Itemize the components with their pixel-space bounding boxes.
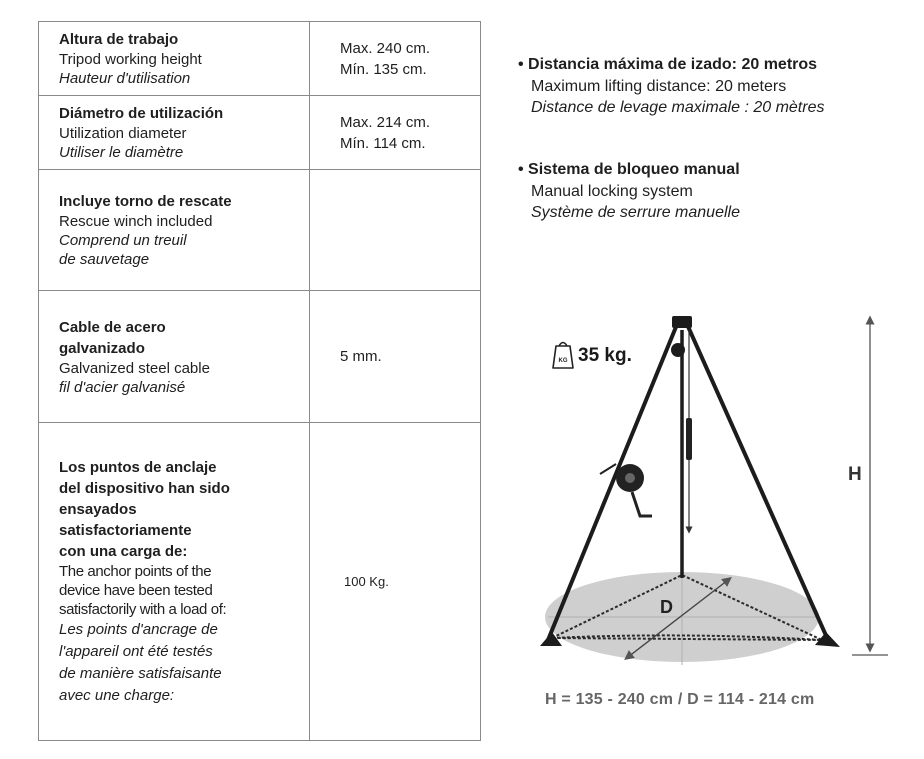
row-label-es: ensayados — [59, 500, 137, 518]
cable-fitting — [686, 418, 692, 460]
feature-title: • Distancia máxima de izado: 20 metros — [518, 56, 818, 73]
row-value: Max. 214 cm. — [340, 113, 431, 131]
row-label-fr: Hauteur d'utilisation — [59, 70, 191, 87]
row-label-fr: Les points d'ancrage de — [59, 620, 218, 638]
row-label-fr: de sauvetage — [59, 251, 150, 268]
feature-fr: Système de serrure manuelle — [531, 204, 740, 221]
height-label: H — [848, 464, 862, 485]
row-label-en: satisfactorily with a load of: — [59, 600, 227, 618]
row-label-fr: de manière satisfaisante — [59, 664, 222, 682]
row-label-es: Incluye torno de rescate — [59, 193, 232, 210]
row-label-es: Diámetro de utilización — [59, 105, 224, 122]
row-label-fr: avec une charge: — [59, 686, 175, 704]
pulley — [671, 343, 685, 357]
feature-title: • Sistema de bloqueo manual — [518, 161, 740, 178]
row-label-fr: fil d'acier galvanisé — [59, 378, 186, 396]
row-label-en: The anchor points of the — [59, 562, 212, 580]
row-label-en: Rescue winch included — [59, 213, 213, 230]
row-label-es: del dispositivo han sido — [59, 479, 230, 497]
weight-value: 35 kg. — [578, 345, 632, 366]
winch-handle — [632, 492, 652, 516]
row-label-fr: Comprend un treuil — [59, 232, 187, 249]
feature-en: Manual locking system — [531, 183, 693, 200]
row-label-en: Galvanized steel cable — [59, 359, 210, 377]
tripod-head — [672, 316, 692, 328]
weight-callout — [550, 345, 632, 367]
row-value: Max. 240 cm. — [340, 39, 431, 57]
row-label-es: Altura de trabajo — [59, 31, 179, 48]
row-value: 100 Kg. — [344, 574, 389, 589]
row-label-es: galvanizado — [59, 339, 145, 357]
row-value: Mín. 114 cm. — [340, 134, 426, 152]
winch-bracket — [600, 464, 616, 474]
rescue-winch-hub — [625, 473, 635, 483]
row-label-es: satisfactoriamente — [59, 521, 192, 539]
row-label-en: device have been tested — [59, 581, 213, 599]
row-label-fr: Utiliser le diamètre — [59, 144, 184, 161]
row-value: 5 mm. — [340, 348, 382, 365]
row-label-en: Utilization diameter — [59, 125, 187, 142]
row-label-es: Los puntos de anclaje — [59, 458, 217, 476]
feature-fr: Distance de levage maximale : 20 mètres — [531, 99, 825, 116]
row-label-fr: l'appareil ont été testés — [59, 642, 213, 660]
row-label-en: Tripod working height — [59, 51, 202, 68]
row-label-es: Cable de acero — [59, 318, 166, 336]
dimensions-caption: H = 135 - 240 cm / D = 114 - 214 cm — [545, 691, 815, 708]
row-label-es: con una carga de: — [59, 542, 188, 560]
row-value: Mín. 135 cm. — [340, 60, 427, 78]
weight-icon-text: KG — [558, 358, 568, 364]
feature-en: Maximum lifting distance: 20 meters — [531, 78, 787, 95]
diameter-label: D — [660, 597, 673, 617]
